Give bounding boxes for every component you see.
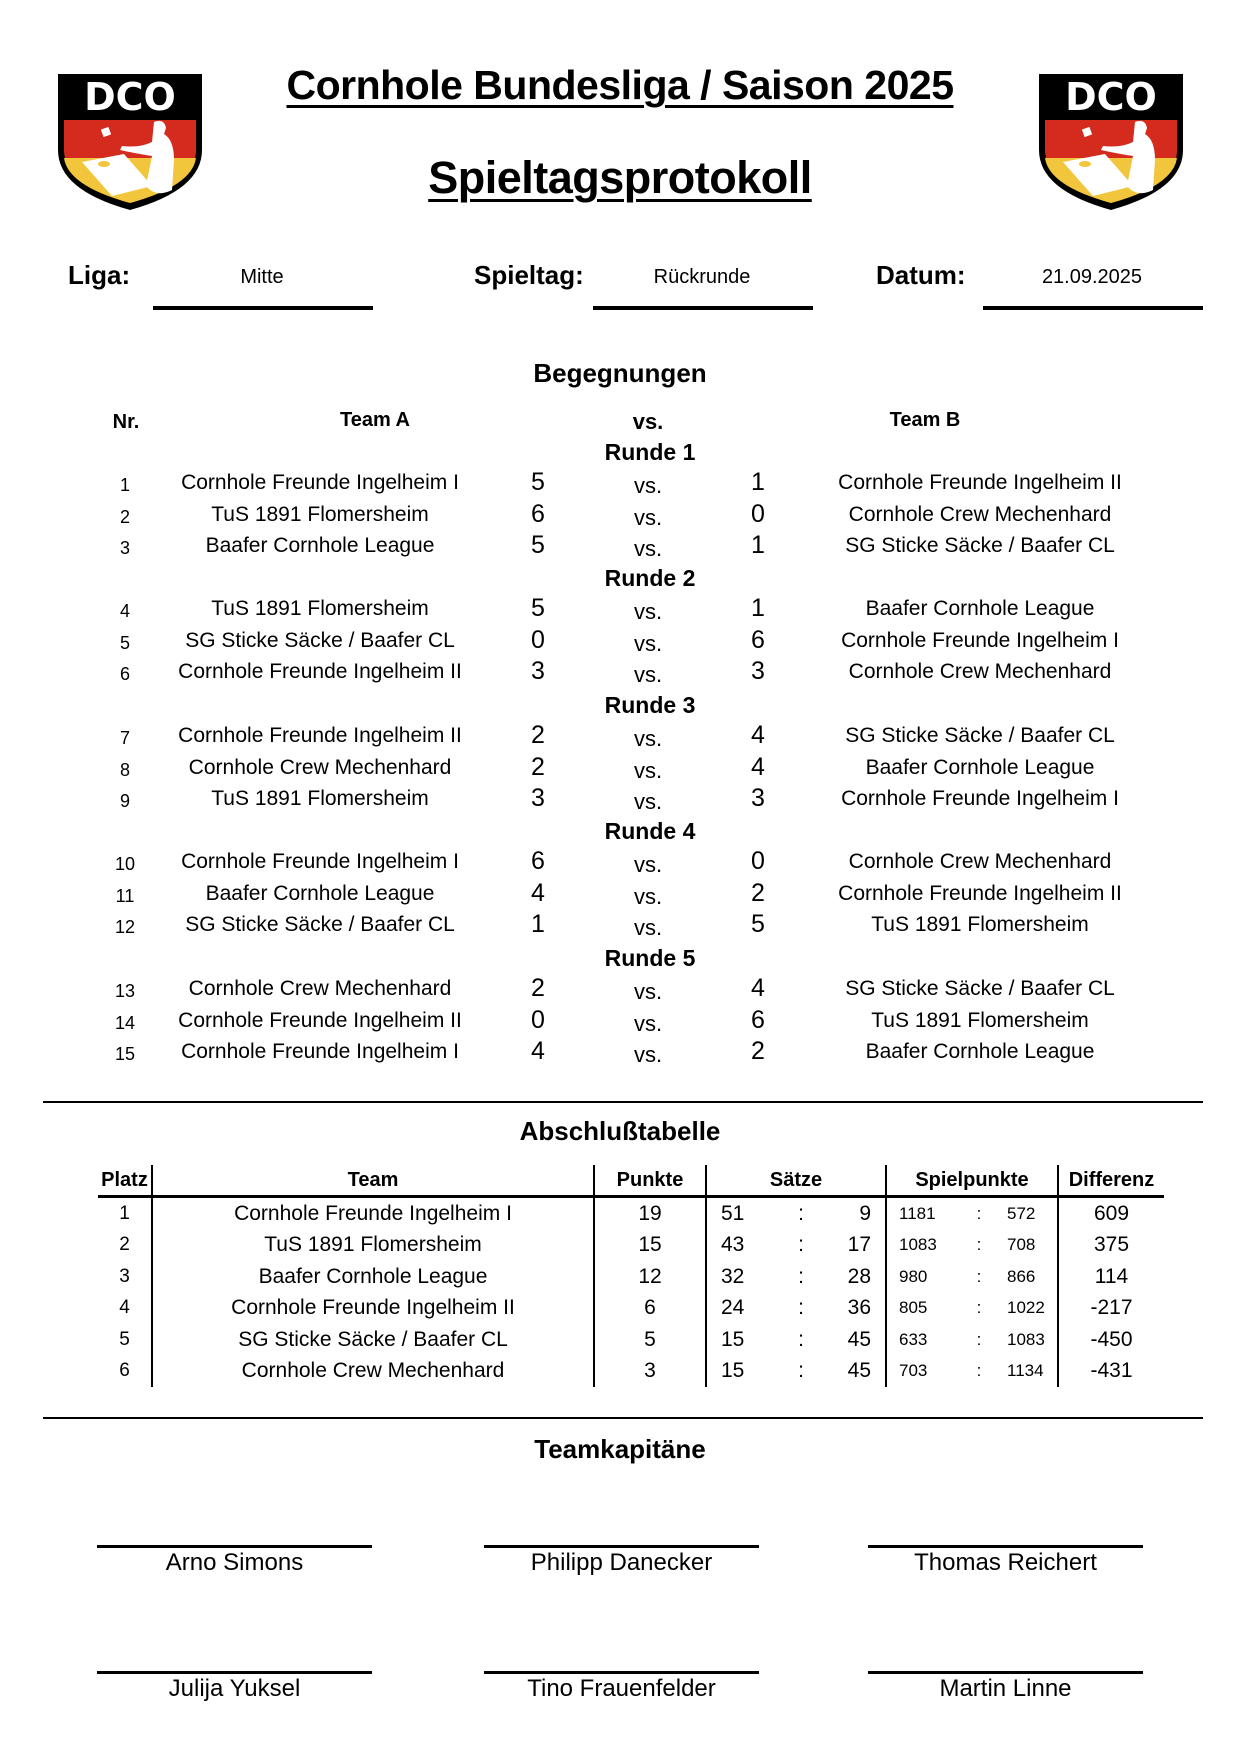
liga-value: Mitte xyxy=(240,266,284,288)
vs-label: vs. xyxy=(633,789,663,815)
vs-label: vs. xyxy=(633,630,663,656)
score-a: 4 xyxy=(531,1037,545,1066)
match-number: 15 xyxy=(114,1044,136,1065)
page-title: Cornhole Bundesliga / Saison 2025 xyxy=(286,62,954,108)
platz-cell: 6 xyxy=(119,1360,130,1382)
score-a: 2 xyxy=(531,974,545,1002)
spielpunkte-for-cell: 633 xyxy=(886,1324,959,1356)
platz-cell: 5 xyxy=(119,1328,130,1350)
saetze-sep: : xyxy=(798,1296,804,1320)
vs-label: vs. xyxy=(633,915,663,941)
differenz-cell: 375 xyxy=(1058,1230,1164,1262)
spielpunkte-against-cell: 866 xyxy=(1007,1266,1036,1286)
match-number: 1 xyxy=(119,475,130,495)
score-a: 1 xyxy=(531,910,545,939)
score-a: 3 xyxy=(531,784,545,813)
match-number: 5 xyxy=(119,632,130,653)
datum-underline xyxy=(983,306,1203,310)
saetze-for-cell: 24 xyxy=(706,1293,781,1325)
saetze-sep: : xyxy=(798,1359,804,1383)
team-cell: Baafer Cornhole League xyxy=(152,1261,594,1293)
team-a-name: TuS 1891 Flomersheim xyxy=(211,502,429,526)
score-b: 1 xyxy=(751,531,765,560)
score-b: 0 xyxy=(751,847,765,875)
captain-name: Arno Simons xyxy=(165,1549,304,1576)
col-team: Team xyxy=(152,1165,594,1197)
score-a: 2 xyxy=(531,752,545,781)
differenz-cell: -217 xyxy=(1058,1293,1164,1325)
divider xyxy=(43,1101,1203,1103)
score-b: 2 xyxy=(751,1037,765,1066)
spielpunkte-sep: : xyxy=(976,1361,982,1381)
signature-line[interactable] xyxy=(484,1545,759,1548)
spieltag-label: Spieltag: xyxy=(474,260,584,290)
match-number: 12 xyxy=(114,917,136,938)
spielpunkte-for-cell: 805 xyxy=(886,1293,959,1325)
score-a: 6 xyxy=(531,847,545,875)
score-a: 3 xyxy=(531,657,545,686)
match-row xyxy=(0,752,1240,788)
svg-text:DCO: DCO xyxy=(84,75,176,119)
round-label: Runde 3 xyxy=(604,692,696,718)
saetze-against-cell: 28 xyxy=(847,1264,871,1288)
standings-row xyxy=(98,1261,1164,1293)
datum-value: 21.09.2025 xyxy=(1041,266,1143,288)
signature-line[interactable] xyxy=(868,1671,1143,1674)
team-a-name: Cornhole Crew Mechenhard xyxy=(188,977,452,1000)
spieltag-underline xyxy=(593,306,813,310)
team-cell: Cornhole Crew Mechenhard xyxy=(152,1356,594,1388)
vs-label: vs. xyxy=(633,1042,663,1068)
differenz-cell: 609 xyxy=(1058,1197,1164,1230)
vs-label: vs. xyxy=(633,662,663,688)
team-b-name: SG Sticke Säcke / Baafer CL xyxy=(845,724,1115,747)
match-row xyxy=(0,721,1240,756)
score-a: 0 xyxy=(531,1005,545,1034)
captain-name: Julija Yuksel xyxy=(168,1675,301,1702)
spielpunkte-sep: : xyxy=(976,1235,982,1255)
match-row xyxy=(0,657,1240,692)
saetze-against-cell: 45 xyxy=(847,1327,871,1351)
score-a: 5 xyxy=(531,594,545,622)
standings-table xyxy=(98,1165,1164,1387)
team-a-name: Cornhole Freunde Ingelheim II xyxy=(178,660,462,684)
score-b: 1 xyxy=(751,468,765,496)
saetze-against-cell: 36 xyxy=(847,1296,871,1320)
platz-cell: 3 xyxy=(119,1265,130,1287)
team-a-name: Cornhole Freunde Ingelheim I xyxy=(181,471,459,494)
col-spielpunkte: Spielpunkte xyxy=(886,1165,1058,1197)
team-a-name: Cornhole Freunde Ingelheim II xyxy=(178,1008,462,1032)
team-a-name: Cornhole Freunde Ingelheim I xyxy=(181,850,459,873)
divider xyxy=(43,1417,1203,1419)
platz-cell: 4 xyxy=(119,1297,130,1319)
match-number: 4 xyxy=(119,601,130,621)
spielpunkte-for-cell: 1181 xyxy=(886,1197,959,1230)
punkte-cell: 3 xyxy=(594,1356,706,1388)
match-row xyxy=(0,468,1240,503)
team-cell: SG Sticke Säcke / Baafer CL xyxy=(152,1324,594,1356)
match-number: 9 xyxy=(119,791,130,812)
col-differenz: Differenz xyxy=(1058,1165,1164,1197)
score-b: 4 xyxy=(751,752,765,781)
saetze-against-cell: 9 xyxy=(859,1201,871,1225)
punkte-cell: 19 xyxy=(594,1197,706,1230)
team-b-name: Cornhole Freunde Ingelheim I xyxy=(841,787,1119,811)
match-row xyxy=(0,847,1240,882)
team-b-name: Baafer Cornhole League xyxy=(865,1040,1095,1064)
match-row xyxy=(0,1037,1240,1072)
team-cell: Cornhole Freunde Ingelheim I xyxy=(152,1197,594,1230)
team-a-name: Cornhole Crew Mechenhard xyxy=(188,755,452,779)
spielpunkte-sep: : xyxy=(976,1329,982,1349)
team-b-name: Baafer Cornhole League xyxy=(865,755,1095,779)
header-team-b: Team B xyxy=(889,409,961,431)
vs-label: vs. xyxy=(633,883,663,909)
punkte-cell: 5 xyxy=(594,1324,706,1356)
captain-name: Thomas Reichert xyxy=(914,1549,1097,1576)
captain-name: Martin Linne xyxy=(939,1675,1072,1702)
standings-section-title: Abschlußtabelle xyxy=(519,1116,721,1146)
match-row xyxy=(0,499,1240,535)
team-b-name: TuS 1891 Flomersheim xyxy=(871,1008,1089,1032)
page-subtitle: Spieltagsprotokoll xyxy=(428,152,812,203)
header-team-a: Team A xyxy=(339,409,411,431)
team-a-name: Baafer Cornhole League xyxy=(205,534,435,558)
standings-row xyxy=(98,1324,1164,1356)
saetze-for-cell: 15 xyxy=(706,1324,781,1356)
matches-section-title: Begegnungen xyxy=(533,358,707,388)
datum-label: Datum: xyxy=(876,260,966,290)
signature-line[interactable] xyxy=(97,1545,372,1548)
differenz-cell: 114 xyxy=(1058,1261,1164,1293)
score-b: 6 xyxy=(751,625,765,654)
team-a-name: Cornhole Freunde Ingelheim I xyxy=(181,1040,459,1064)
saetze-sep: : xyxy=(798,1327,804,1351)
team-b-name: Cornhole Crew Mechenhard xyxy=(848,850,1112,873)
match-number: 10 xyxy=(114,854,136,874)
match-row xyxy=(0,910,1240,945)
col-punkte: Punkte xyxy=(594,1165,706,1197)
header-nr: Nr. xyxy=(112,411,140,433)
score-b: 6 xyxy=(751,1005,765,1034)
saetze-against-cell: 17 xyxy=(847,1233,871,1257)
match-number: 11 xyxy=(115,885,135,906)
vs-label: vs. xyxy=(633,473,663,498)
round-label: Runde 4 xyxy=(604,818,696,844)
standings-row xyxy=(98,1230,1164,1262)
standings-row xyxy=(98,1356,1164,1388)
spielpunkte-sep: : xyxy=(976,1266,982,1286)
round-label: Runde 5 xyxy=(604,945,696,971)
saetze-against-cell: 45 xyxy=(847,1359,871,1383)
match-number: 14 xyxy=(114,1012,136,1033)
signature-line[interactable] xyxy=(484,1671,759,1674)
team-b-name: TuS 1891 Flomersheim xyxy=(871,913,1089,937)
signature-line[interactable] xyxy=(868,1545,1143,1548)
punkte-cell: 6 xyxy=(594,1293,706,1325)
team-a-name: TuS 1891 Flomersheim xyxy=(211,787,429,811)
vs-label: vs. xyxy=(633,504,663,530)
round-label: Runde 1 xyxy=(604,439,696,465)
match-number: 7 xyxy=(119,728,130,748)
match-row xyxy=(0,1005,1240,1041)
differenz-cell: -450 xyxy=(1058,1324,1164,1356)
match-number: 13 xyxy=(114,981,136,1001)
vs-label: vs. xyxy=(633,726,663,751)
punkte-cell: 15 xyxy=(594,1230,706,1262)
spielpunkte-for-cell: 1083 xyxy=(886,1230,959,1262)
team-b-name: Cornhole Crew Mechenhard xyxy=(848,660,1112,684)
standings-row xyxy=(98,1293,1164,1325)
score-b: 0 xyxy=(751,499,765,528)
score-b: 3 xyxy=(751,784,765,813)
saetze-sep: : xyxy=(798,1233,804,1257)
match-row xyxy=(0,531,1240,566)
spielpunkte-against-cell: 708 xyxy=(1007,1235,1036,1255)
vs-label: vs. xyxy=(633,852,663,877)
spielpunkte-against-cell: 572 xyxy=(1007,1203,1036,1223)
header-vs: vs. xyxy=(632,409,664,434)
score-a: 5 xyxy=(531,531,545,560)
score-b: 2 xyxy=(751,878,765,907)
team-b-name: Cornhole Freunde Ingelheim II xyxy=(838,471,1122,494)
score-b: 5 xyxy=(751,910,765,939)
col-saetze: Sätze xyxy=(706,1165,886,1197)
saetze-sep: : xyxy=(798,1264,804,1288)
saetze-for-cell: 15 xyxy=(706,1356,781,1388)
team-a-name: SG Sticke Säcke / Baafer CL xyxy=(185,628,455,652)
score-a: 2 xyxy=(531,721,545,749)
vs-label: vs. xyxy=(633,757,663,783)
team-b-name: Baafer Cornhole League xyxy=(865,597,1095,620)
differenz-cell: -431 xyxy=(1058,1356,1164,1388)
score-a: 6 xyxy=(531,499,545,528)
platz-cell: 1 xyxy=(119,1202,130,1224)
team-b-name: Cornhole Freunde Ingelheim II xyxy=(838,881,1122,905)
score-b: 1 xyxy=(751,594,765,622)
team-a-name: Baafer Cornhole League xyxy=(205,881,435,905)
spielpunkte-against-cell: 1022 xyxy=(1007,1298,1045,1318)
team-cell: TuS 1891 Flomersheim xyxy=(152,1230,594,1262)
match-row xyxy=(0,594,1240,629)
vs-label: vs. xyxy=(633,536,663,562)
liga-underline xyxy=(153,306,373,310)
signature-line[interactable] xyxy=(97,1671,372,1674)
spielpunkte-against-cell: 1083 xyxy=(1007,1329,1045,1349)
team-b-name: Cornhole Freunde Ingelheim I xyxy=(841,628,1119,652)
match-row xyxy=(0,625,1240,661)
match-row xyxy=(0,878,1240,914)
score-b: 4 xyxy=(751,721,765,749)
team-cell: Cornhole Freunde Ingelheim II xyxy=(152,1293,594,1325)
platz-cell: 2 xyxy=(119,1234,130,1256)
match-row xyxy=(0,974,1240,1009)
col-platz: Platz xyxy=(98,1165,152,1197)
spieltag-value: Rückrunde xyxy=(653,266,751,288)
captain-name: Philipp Danecker xyxy=(530,1549,713,1576)
saetze-for-cell: 32 xyxy=(706,1261,781,1293)
saetze-for-cell: 51 xyxy=(706,1197,781,1230)
match-number: 2 xyxy=(119,506,130,527)
spielpunkte-sep: : xyxy=(976,1203,982,1223)
punkte-cell: 12 xyxy=(594,1261,706,1293)
match-number: 8 xyxy=(119,759,130,780)
vs-label: vs. xyxy=(633,979,663,1004)
team-b-name: SG Sticke Säcke / Baafer CL xyxy=(845,977,1115,1000)
team-a-name: SG Sticke Säcke / Baafer CL xyxy=(185,913,455,937)
score-a: 0 xyxy=(531,625,545,654)
score-b: 4 xyxy=(751,974,765,1002)
match-row xyxy=(0,784,1240,819)
round-label: Runde 2 xyxy=(604,565,696,591)
team-b-name: Cornhole Crew Mechenhard xyxy=(848,502,1112,526)
spielpunkte-for-cell: 980 xyxy=(886,1261,959,1293)
liga-label: Liga: xyxy=(68,260,131,290)
spielpunkte-sep: : xyxy=(976,1298,982,1318)
spielpunkte-for-cell: 703 xyxy=(886,1356,959,1388)
vs-label: vs. xyxy=(633,599,663,624)
svg-text:DCO: DCO xyxy=(1065,75,1157,119)
match-number: 3 xyxy=(119,538,130,559)
captain-name: Tino Frauenfelder xyxy=(527,1675,716,1702)
team-b-name: SG Sticke Säcke / Baafer CL xyxy=(845,534,1115,558)
captains-section-title: Teamkapitäne xyxy=(534,1434,706,1464)
score-b: 3 xyxy=(751,657,765,686)
score-a: 5 xyxy=(531,468,545,496)
team-a-name: Cornhole Freunde Ingelheim II xyxy=(178,724,462,747)
saetze-sep: : xyxy=(798,1201,804,1225)
standings-header-row xyxy=(98,1165,1164,1197)
standings-row xyxy=(98,1197,1164,1230)
match-number: 6 xyxy=(119,664,130,685)
spielpunkte-against-cell: 1134 xyxy=(1007,1361,1044,1381)
team-a-name: TuS 1891 Flomersheim xyxy=(211,597,429,620)
score-a: 4 xyxy=(531,878,545,907)
vs-label: vs. xyxy=(633,1010,663,1036)
saetze-for-cell: 43 xyxy=(706,1230,781,1262)
